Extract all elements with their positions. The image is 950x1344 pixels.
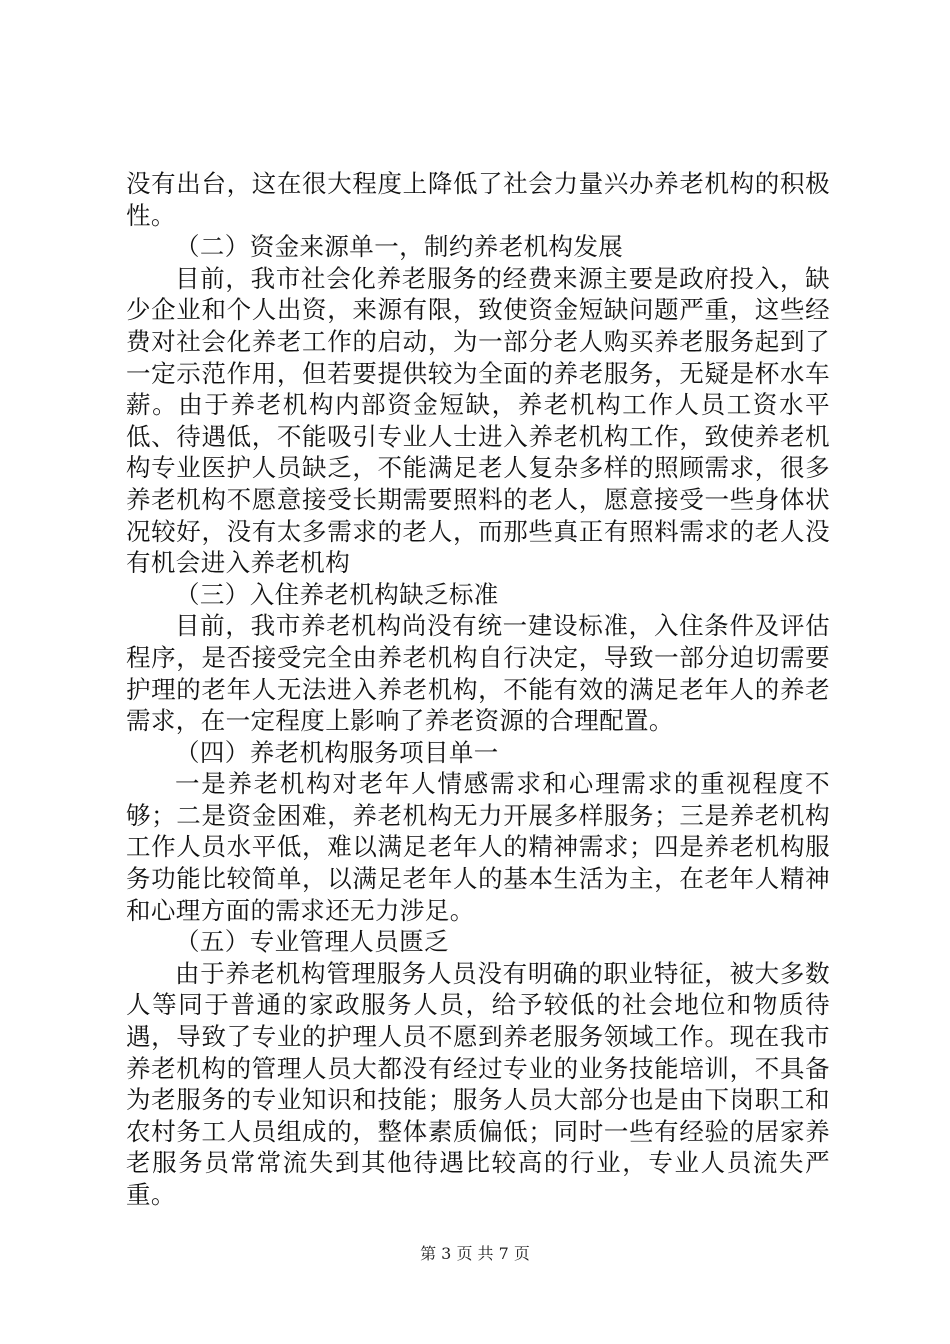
section-heading-staff-shortage: （五）专业管理人员匮乏 [175, 927, 449, 957]
section-heading-funding: （二）资金来源单一，制约养老机构发展 [175, 232, 624, 262]
paragraph-staff-shortage: 由于养老机构管理服务人员没有明确的职业特征，被大多数人等同于普通的家政服务人员，给予较低的社会地位和物质待遇，导致了专业的护理人员不愿到养老服务领域工作。现在我市养老机构的管理人员大都没有经过专业的业务技能培训，不具备为老服务的专业知识和技能；服务人员大部分也是由下岗职工和农村务工人员组成的，整体素质偏低；同时一些有经验的居家养老服务员常常流失到其他待遇比较高的行业，专业人员流失严重。 [126, 958, 830, 1209]
paragraph-funding: 目前，我市社会化养老服务的经费来源主要是政府投入，缺少企业和个人出资，来源有限，致使资金短缺问题严重，这些经费对社会化养老工作的启动，为一部分老人购买养老服务起到了一定示范作用，但若要提供较为全面的养老服务，无疑是杯水车薪。由于养老机构内部资金短缺，养老机构工作人员工资水平低、待遇低，不能吸引专业人士进入养老机构工作，致使养老机构专业医护人员缺乏，不能满足老人复杂多样的照顾需求，很多养老机构不愿意接受长期需要照料的老人，愿意接受一些身体状况较好，没有太多需求的老人，而那些真正有照料需求的老人没有机会进入养老机构 [126, 263, 830, 578]
section-heading-service-items: （四）养老机构服务项目单一 [175, 737, 499, 767]
section-heading-admission-standards: （三）入住养老机构缺乏标准 [175, 579, 499, 609]
page-number-footer: 第 3 页 共 7 页 [420, 1244, 530, 1263]
paragraph-intro-continuation: 没有出台，这在很大程度上降低了社会力量兴办养老机构的积极性。 [126, 169, 830, 230]
paragraph-service-items: 一是养老机构对老年人情感需求和心理需求的重视程度不够；二是资金困难，养老机构无力开展多样服务；三是养老机构工作人员水平低，难以满足老年人的精神需求；四是养老机构服务功能比较简单，以满足老年人的基本生活为主，在老年人精神和心理方面的需求还无力涉足。 [126, 769, 830, 925]
paragraph-admission-standards: 目前，我市养老机构尚没有统一建设标准，入住条件及评估程序，是否接受完全由养老机构自行决定，导致一部分迫切需要护理的老年人无法进入养老机构，不能有效的满足老年人的养老需求，在一定程度上影响了养老资源的合理配置。 [126, 611, 830, 736]
document-body [126, 168, 830, 1211]
